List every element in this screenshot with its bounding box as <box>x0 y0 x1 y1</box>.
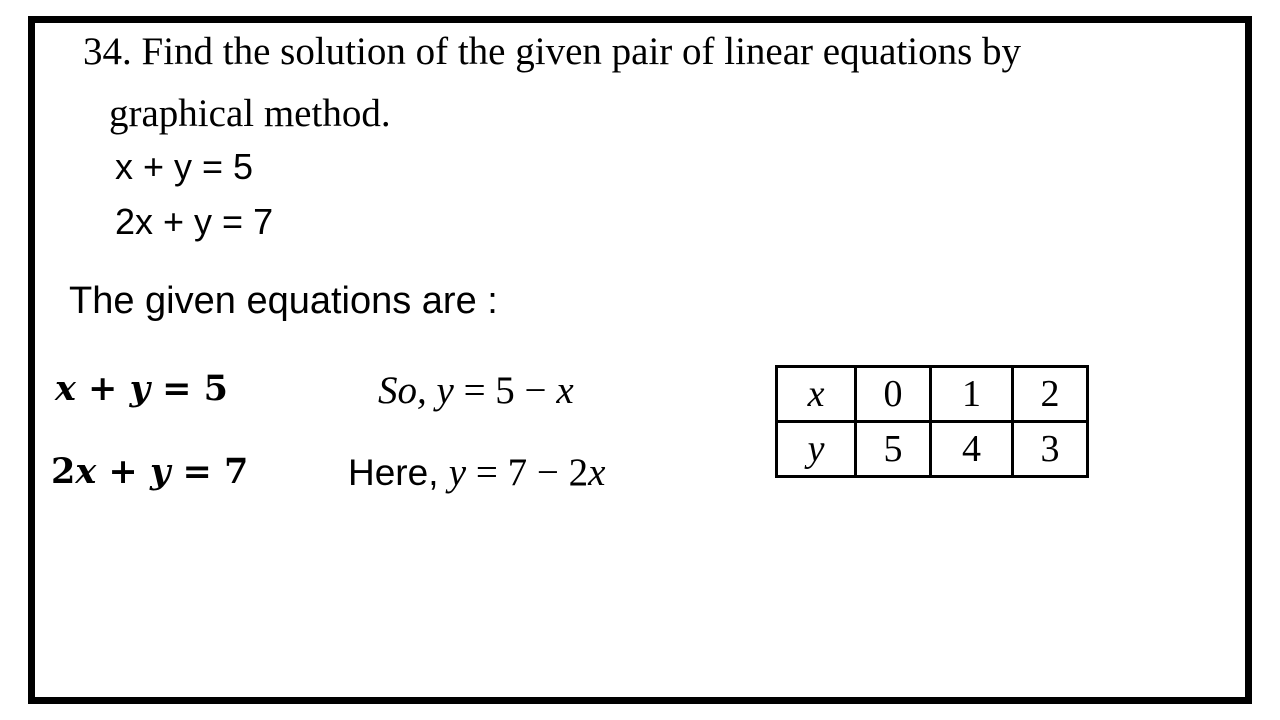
question-text-line1: 34. Find the solution of the given pair of linear equations by <box>83 30 1021 73</box>
rearr1-rest: = 5 − <box>453 369 557 412</box>
eq1-y: y <box>129 368 150 409</box>
rearr1-x: x <box>556 369 574 412</box>
rearranged-equation-1 <box>378 368 574 413</box>
table-cell: 4 <box>931 422 1013 477</box>
equation-2-bold <box>51 451 248 492</box>
rearr2-x: x <box>588 451 606 494</box>
table-row-label: y <box>777 422 856 477</box>
table-cell: 3 <box>1013 422 1088 477</box>
eq2-x: x <box>75 451 97 492</box>
solution-intro: The given equations are : <box>69 280 498 322</box>
table-row-label: x <box>777 367 856 422</box>
so-label: So, <box>378 369 437 412</box>
rearr2-rest: = 7 − 2 <box>466 451 589 494</box>
values-table <box>775 365 1089 478</box>
eq2-plus: + <box>96 451 150 492</box>
eq2-y: y <box>149 451 171 492</box>
table-cell: 5 <box>856 422 931 477</box>
eq1-plus: + <box>75 368 130 409</box>
rearranged-equation-2 <box>348 450 605 495</box>
slide-frame <box>28 16 1252 704</box>
question-text-line2: graphical method. <box>109 92 391 135</box>
table-row-y <box>777 422 1088 477</box>
here-label: Here, <box>348 452 449 493</box>
table-cell: 0 <box>856 367 931 422</box>
rearr2-y: y <box>448 451 467 494</box>
eq2-rest: = 7 <box>170 451 249 492</box>
given-equation-1: x + y = 5 <box>115 146 254 187</box>
table-cell: 1 <box>931 367 1013 422</box>
eq1-x: x <box>55 368 76 409</box>
eq1-rest: = 5 <box>149 368 228 409</box>
equation-1-bold <box>55 368 228 409</box>
table-row-x <box>777 367 1088 422</box>
eq2-coef: 2 <box>51 451 76 492</box>
rearr1-y: y <box>436 369 454 412</box>
given-equation-2: 2x + y = 7 <box>115 201 274 242</box>
table-cell: 2 <box>1013 367 1088 422</box>
